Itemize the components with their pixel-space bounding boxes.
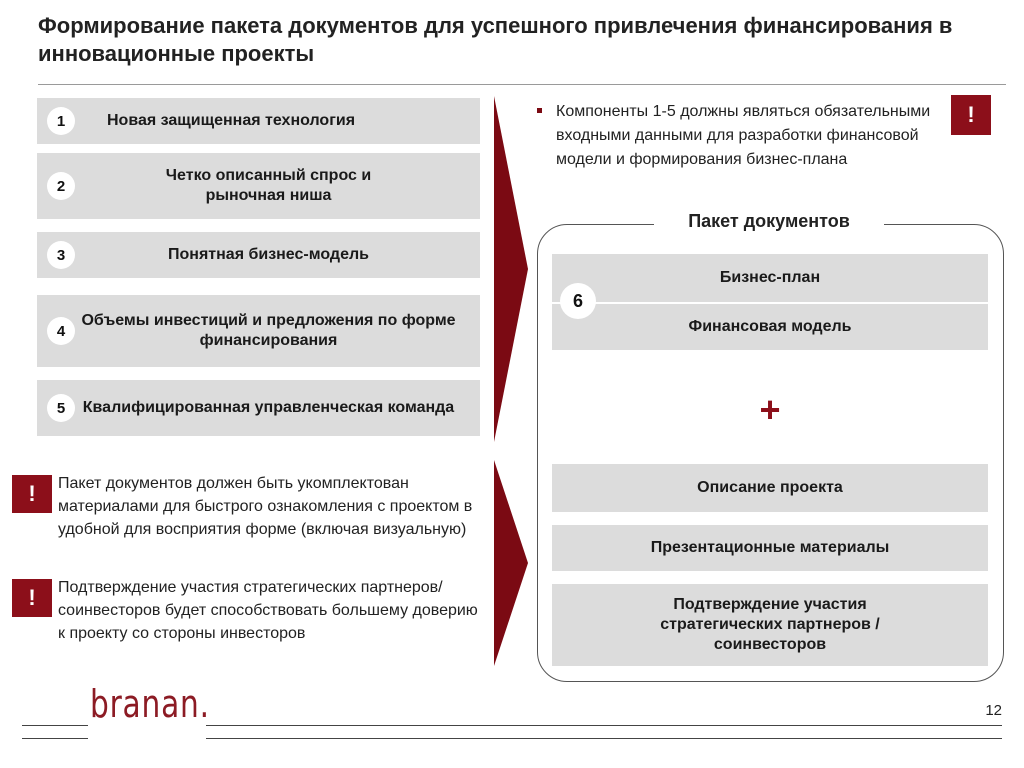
exclamation-icon: ! (12, 579, 52, 617)
lower-arrow-icon (494, 460, 528, 666)
package-title: Пакет документов (654, 208, 884, 234)
footer-rule (22, 725, 88, 726)
financial-model-box: Финансовая модель (552, 304, 988, 350)
component-item-4 (37, 295, 480, 367)
component-label: Объемы инвестиций и предложения по форме финансирования (81, 312, 456, 349)
footer-rule (22, 738, 88, 739)
component-label: Квалифицированная управленческая команда (82, 399, 455, 416)
component-label: Новая защищенная технология (107, 112, 356, 129)
page-number: 12 (985, 702, 1002, 719)
page-title: Формирование пакета документов для успешного привлечения финансирования в инновационные проекты (38, 13, 953, 66)
presentation-materials-box: Презентационные материалы (552, 525, 988, 571)
note-text: Подтверждение участия стратегических партнеров/соинвесторов будет способствовать большему доверию к проекту со стороны инвесторов (58, 579, 478, 642)
upper-arrow-icon (494, 96, 528, 442)
component-label: Четко описанный спрос и рыночная ниша (165, 167, 372, 204)
component-item-2 (37, 153, 480, 219)
exclamation-icon: ! (12, 475, 52, 513)
component-number: 3 (47, 241, 75, 269)
component-item-1 (37, 98, 480, 144)
component-number: 2 (47, 172, 75, 200)
partner-confirmation-box: Подтверждение участия стратегических партнеров / соинвесторов (552, 584, 988, 666)
note-text: Пакет документов должен быть укомплектован материалами для быстрого ознакомления с проектом в удобной для восприятия форме (включая визуальную) (58, 475, 473, 538)
bullet-text: Компоненты 1-5 должны являться обязательными входными данными для разработки финансовой модели и формирования бизнес-плана (556, 103, 931, 168)
brand-logo: branan. (90, 682, 210, 726)
plus-icon: + (759, 389, 781, 430)
component-number: 4 (47, 317, 75, 345)
business-plan-box: Бизнес-план (552, 254, 988, 302)
component-number: 1 (47, 107, 75, 135)
exclamation-icon: ! (951, 95, 991, 135)
component-item-5 (37, 380, 480, 436)
bullet-marker (537, 108, 542, 113)
component-number: 5 (47, 394, 75, 422)
component-label: Понятная бизнес-модель (168, 246, 369, 263)
footer-rule (206, 725, 1002, 726)
footer-rule (206, 738, 1002, 739)
project-description-box: Описание проекта (552, 464, 988, 512)
package-number: 6 (560, 283, 596, 319)
component-item-3 (37, 232, 480, 278)
title-divider (38, 84, 1006, 85)
